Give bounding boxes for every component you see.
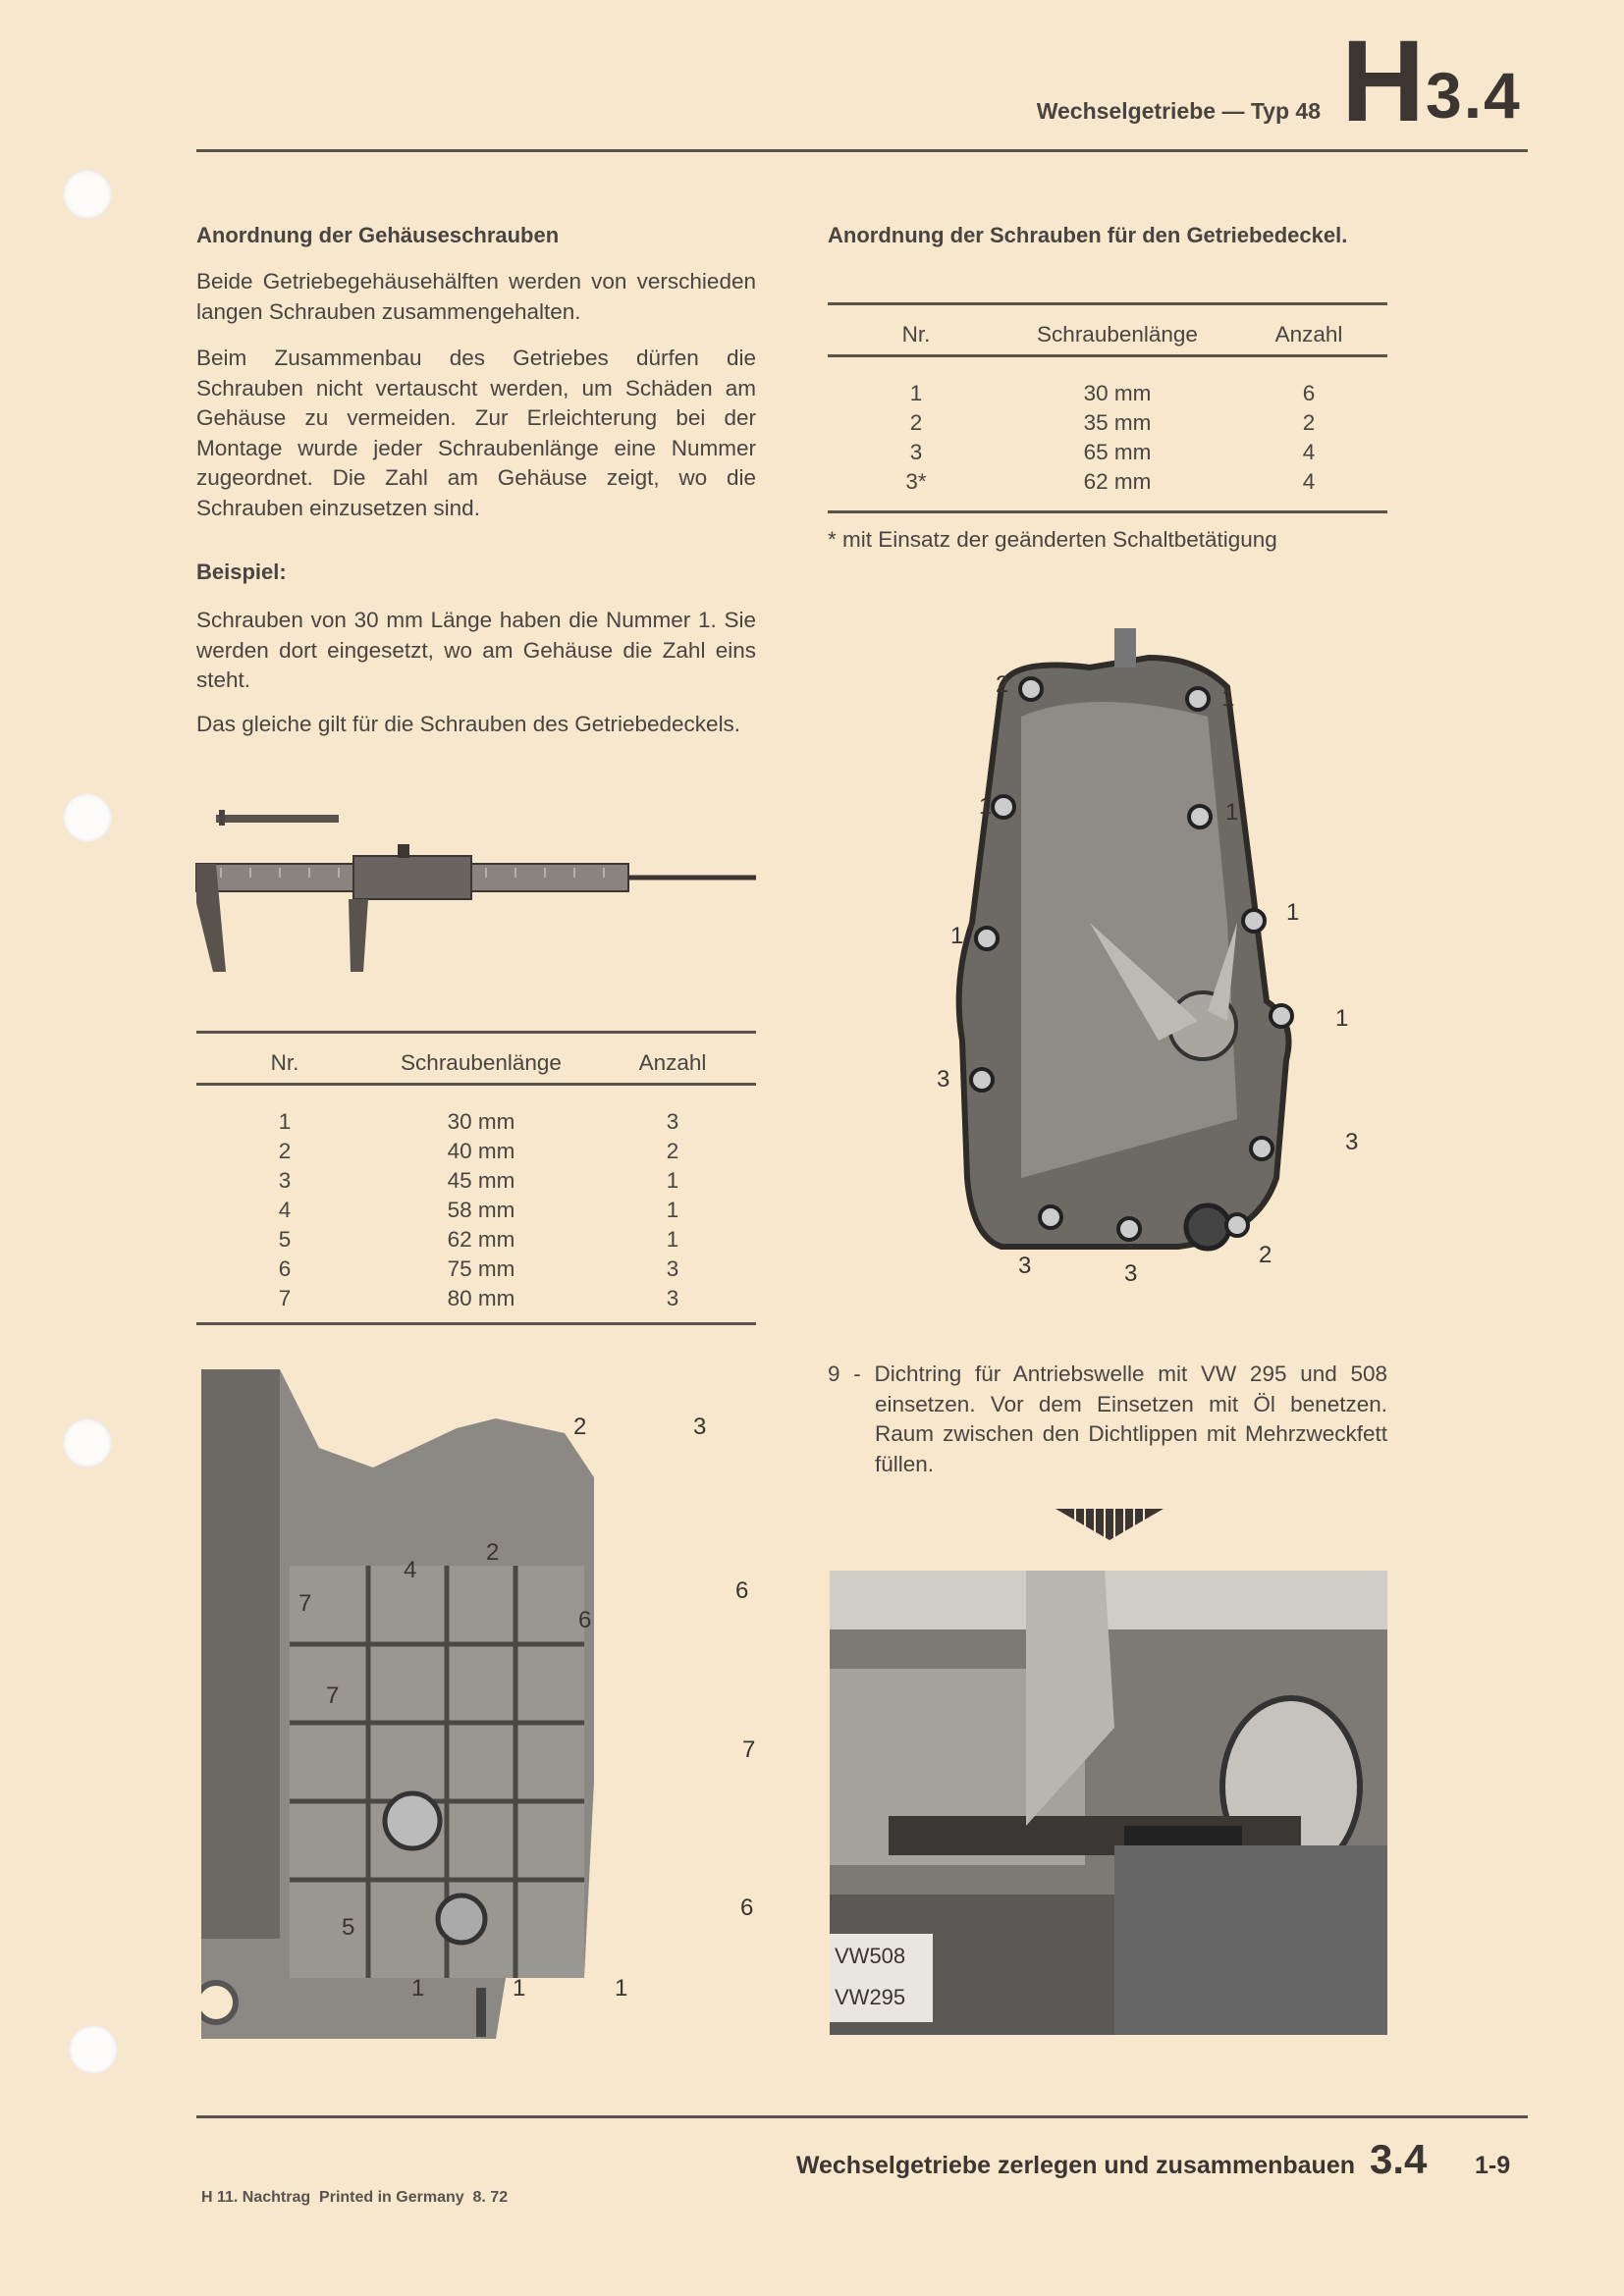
punch-hole	[69, 2025, 118, 2074]
cell: 40 mm	[447, 1139, 515, 1163]
paragraph: Das gleiche gilt für die Schrauben des Getriebedeckels.	[196, 712, 741, 736]
section-heading: Anordnung der Gehäuseschrauben	[196, 223, 560, 247]
imprint: H 11. Nachtrag Printed in Germany 8. 72	[201, 2189, 509, 2206]
cell: 2	[1302, 410, 1316, 435]
bolt-callout: 2	[573, 1414, 587, 1440]
cell: 65 mm	[1083, 440, 1152, 464]
bolt-callout: 1	[513, 1975, 526, 2002]
table-row	[196, 1255, 756, 1284]
bolt-callout: 7	[742, 1736, 756, 1763]
cell: 75 mm	[447, 1256, 515, 1281]
table-row	[196, 1107, 756, 1137]
cell: 62 mm	[1083, 469, 1152, 494]
bolt-callout: 1	[979, 793, 993, 820]
bolt-callout: 1	[1221, 685, 1235, 712]
cell: 62 mm	[447, 1227, 515, 1252]
table-row	[196, 1196, 756, 1225]
cell: 1	[666, 1168, 679, 1193]
seal-installation-photo	[830, 1571, 1387, 2035]
cell: 3	[666, 1109, 679, 1134]
table-rule	[196, 1031, 756, 1034]
table-row	[828, 379, 1387, 408]
table-header-row	[196, 1044, 756, 1084]
table-rule	[196, 1322, 756, 1325]
column-header: Nr.	[270, 1050, 299, 1076]
column-header: Nr.	[901, 322, 931, 347]
footer-title: Wechselgetriebe zerlegen und zusammenbauen	[795, 2152, 1355, 2179]
column-header: Schraubenlänge	[1037, 322, 1198, 347]
table-row	[196, 1284, 756, 1313]
cell: 6	[278, 1256, 292, 1281]
gearbox-cover-photo	[943, 628, 1355, 1266]
bolt-callout: 3	[693, 1414, 707, 1440]
bolt-callout: 7	[298, 1590, 312, 1617]
bolt-callout: 3	[1345, 1129, 1359, 1155]
paragraph: Beim Zusammenbau des Getriebes dürfen die Schrauben nicht vertauscht werden, um Schäden am Gehäuse zu vermeiden. Zur Erleichterung bei der Montage wurde jeder Schraubenlänge eine Nummer zugeordnet. Die Zahl am Gehäuse zeigt, wo die Schrauben einzusetzen sind.	[196, 346, 756, 520]
cell: 45 mm	[447, 1168, 515, 1193]
bolt-callout: 6	[735, 1577, 749, 1604]
paragraph: Schrauben von 30 mm Länge haben die Nummer 1. Sie werden dort eingesetzt, wo am Gehäuse die Zahl eins steht.	[196, 608, 756, 692]
housing-photo	[201, 1369, 743, 2039]
cell: 5	[278, 1227, 292, 1252]
table-rule	[828, 302, 1387, 305]
step-instruction: 9 - Dichtring für Antriebswelle mit VW 295 und 508 einsetzen. Vor dem Einsetzen mit Öl benetzen. Raum zwischen den Dichtlippen mit Mehrzweckfett füllen.	[828, 1362, 1387, 1476]
header-title: Wechselgetriebe — Typ 48	[1036, 98, 1321, 124]
table-row	[196, 1225, 756, 1255]
bolt-callout: 7	[326, 1682, 340, 1709]
cell: 30 mm	[1083, 381, 1152, 405]
cell: 6	[1302, 381, 1316, 405]
footer-rule	[196, 2115, 1528, 2118]
bolt-callout: 2	[1259, 1242, 1272, 1268]
bolt-callout: 5	[342, 1914, 355, 1941]
paragraph: Beide Getriebegehäusehälften werden von verschieden langen Schrauben zusammengehalten.	[196, 269, 756, 324]
cell: 3	[278, 1168, 292, 1193]
cell: 4	[1302, 469, 1316, 494]
section-number: 3.4	[1426, 59, 1522, 132]
footer-section: 3.4	[1370, 2136, 1428, 2182]
cell: 4	[278, 1198, 292, 1222]
housing-screw-table	[196, 1044, 756, 1313]
table-header-row	[828, 316, 1387, 355]
cell: 35 mm	[1083, 410, 1152, 435]
tool-label-vw295: VW295	[835, 1985, 906, 2009]
bolt-callout: 1	[1286, 899, 1300, 926]
example-heading: Beispiel:	[196, 560, 287, 584]
arrow-down-icon	[1056, 1507, 1164, 1542]
table-row	[828, 467, 1387, 497]
table-row	[196, 1166, 756, 1196]
cell: 2	[666, 1139, 679, 1163]
bolt-callout: 4	[404, 1557, 417, 1583]
bolt-callout: 1	[615, 1975, 628, 2002]
cover-screw-table	[828, 316, 1387, 497]
bolt-callout: 3	[937, 1066, 950, 1093]
caliper-illustration	[191, 805, 761, 982]
bolt-callout: 1	[950, 923, 964, 949]
bolt-callout: 6	[578, 1607, 592, 1633]
cell: 3	[666, 1286, 679, 1310]
cell: 2	[909, 410, 923, 435]
footnote: * mit Einsatz der geänderten Schaltbetätigung	[828, 527, 1277, 552]
bolt-callout: 6	[740, 1895, 754, 1921]
cell: 1	[666, 1227, 679, 1252]
cell: 1	[278, 1109, 292, 1134]
bolt-callout: 2	[996, 671, 1009, 698]
punch-hole	[63, 793, 112, 842]
cell: 3	[666, 1256, 679, 1281]
bolt-callout: 1	[1225, 799, 1239, 826]
cell: 1	[909, 381, 923, 405]
table-row	[828, 438, 1387, 467]
table-row	[828, 408, 1387, 438]
cell: 7	[278, 1286, 292, 1310]
cell: 3	[909, 440, 923, 464]
group-letter: H	[1341, 17, 1426, 146]
cell: 1	[666, 1198, 679, 1222]
bolt-callout: 1	[1335, 1005, 1349, 1032]
bolt-callout: 2	[486, 1539, 500, 1566]
punch-hole	[63, 1418, 112, 1468]
tool-label-vw508: VW508	[835, 1944, 906, 1968]
column-header: Anzahl	[638, 1050, 707, 1076]
bolt-callout: 3	[1124, 1260, 1138, 1287]
section-heading: Anordnung der Schrauben für den Getriebedeckel.	[828, 223, 1348, 247]
bolt-callout: 1	[411, 1975, 425, 2002]
cell: 3*	[905, 469, 927, 494]
column-header: Anzahl	[1274, 322, 1343, 347]
cell: 30 mm	[447, 1109, 515, 1134]
cell: 80 mm	[447, 1286, 515, 1310]
cell: 2	[278, 1139, 292, 1163]
punch-hole	[63, 170, 112, 219]
bolt-callout: 3	[1018, 1253, 1032, 1279]
page-number: 1-9	[1475, 2152, 1511, 2179]
cell: 58 mm	[447, 1198, 515, 1222]
header-rule	[196, 149, 1528, 152]
table-rule	[828, 510, 1387, 513]
table-row	[196, 1137, 756, 1166]
column-header: Schraubenlänge	[401, 1050, 562, 1076]
cell: 4	[1302, 440, 1316, 464]
